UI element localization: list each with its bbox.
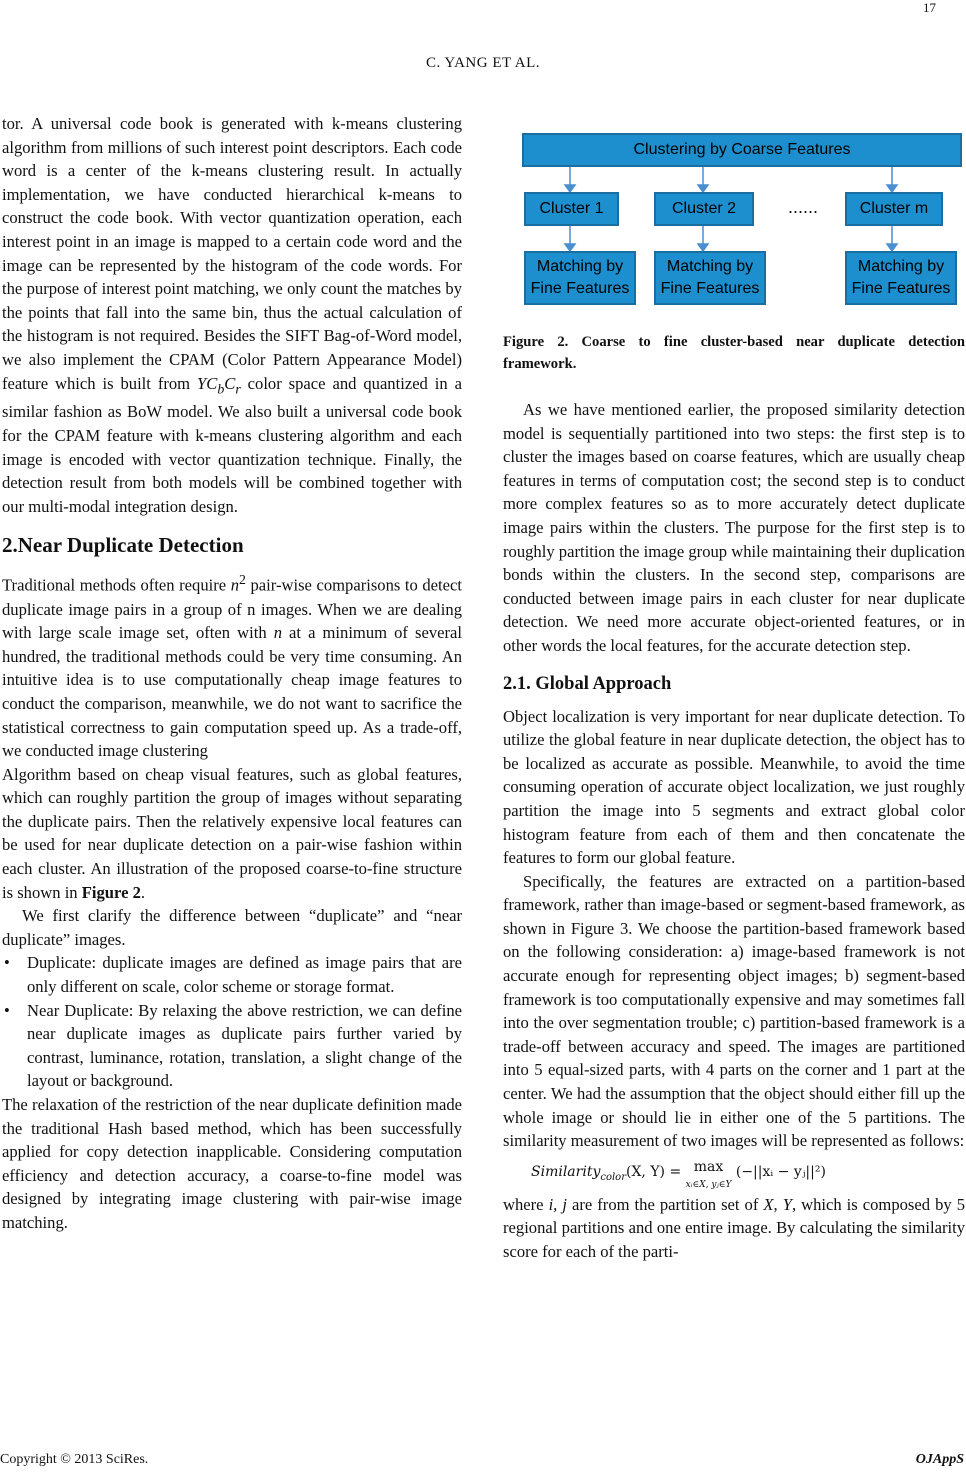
figure-caption: Figure 2. Coarse to fine cluster-based near duplicate detection framework.: [503, 334, 965, 372]
list-item: • Near Duplicate: By relaxing the above restriction, we can define near duplicate images as duplicate pairs further varied by contrast, luminance, rotation, translation, a slight change of the layout or background.: [4, 1000, 462, 1091]
ellipsis: ......: [788, 197, 819, 217]
paragraph: Object localization is very important for near duplicate detection. To utilize the global feature in near duplicate detection, the object has to be localized as accurate as possible. Meanwhile, to avoid the time consuming operation of accurate object localization, we just roughly partition the image into 5 segments and extract global color histogram feature from each of them and then concatenate the features to form our global feature.: [503, 706, 965, 868]
list-item: • Duplicate: duplicate images are defined as image pairs that are only different on scale, color scheme or storage format.: [4, 953, 462, 997]
cluster-m-box: Cluster m: [845, 192, 943, 226]
figure-reference: Figure 2: [81, 882, 141, 902]
paragraph: As we have mentioned earlier, the proposed similarity detection model is sequentially partitioned into two steps: the first step is to cluster the images based on coarse features, which are usually cheap features in terms of computation cost; the second step is to conduct more complex features so as to more accurately detect duplicate image pairs within the clusters. The purpose for the first step is to roughly partition the image group while maintaining their duplication bonds within the clusters. In the second step, comparisons are conducted between image pairs in each cluster for near duplicate detection. We need more accurate object-oriented features, or in other words the local features, for the accurate detection step.: [503, 400, 965, 655]
similarity-equation: Similarity$_{color}$(X, Y) = max xᵢ∈X, yⱼ∈Y (−||xᵢ − yⱼ||²): [531, 1158, 826, 1190]
right-column: [503, 398, 965, 1264]
bullet-icon: •: [4, 1000, 10, 1020]
section-heading: 2.Near Duplicate Detection: [2, 533, 244, 558]
paragraph: We first clarify the difference between “duplicate” and “near duplicate” images.: [2, 906, 462, 949]
coarse-clustering-box: Clustering by Coarse Features: [522, 133, 962, 167]
paragraph: tor. A universal code book is generated with k-means clustering algorithm from millions of such interest point descriptors. Each code word is a center of the k-means clustering result. In actually implementation, we have conducted hierarchical k-means to construct the code book. With vector quantization operation, each interest point in an image is mapped to a certain code word and the image can be represented by the histogram of the code words. For the purpose of interest point matching, we only count the matches by the points that fall into the same bin, thus the actual calculation of the histogram is not required. Besides the SIFT Bag-of-Word model, we also implement the CPAM (Color Pattern Appearance Model) feature which is built from $YC_bC_r$ color space and quantized in a similar fashion as BoW model. We also built a universal code book for the CPAM feature with k-means clustering algorithm and each image is encoded with vector quantization technique. Finally, the detection result from both models will be combined together with our multi-modal integration design.: [2, 114, 462, 516]
paragraph: The relaxation of the restriction of the near duplicate definition made the traditional Hash based method, which has been successfully applied for copy detection inapplicable. Considering computation efficiency and detection accuracy, a coarse-to-fine model was designed by integrating image clustering with pair-wise image matching.: [2, 1095, 462, 1232]
bullet-list: [2, 951, 462, 1093]
paragraph: Algorithm based on cheap visual features, such as global features, which can roughly partition the group of images without separating the duplicate pairs. Then the relatively expensive local features can be used for near duplicate detection on a pair-wise fashion within each cluster. An illustration of the proposed coarse-to-fine structure is shown in Figure 2.: [2, 764, 462, 902]
figure-2-diagram: [520, 125, 960, 315]
paragraph: Traditional methods often require $n^2$ pair-wise comparisons to detect duplicate image pairs in a group of n images. When we are dealing with large scale image set, often with n at a minimum of several hundred, the traditional methods could be very time consuming. An intuitive idea is to use computationally cheap image features to conduct the comparison, meanwhile, we do not want to sacrifice the statistical correctness to gain computation speed up. As a trade-off, we conducted image clustering: [2, 572, 462, 761]
cluster-1-box: Cluster 1: [524, 192, 619, 226]
subsection-heading: 2.1. Global Approach: [503, 673, 672, 694]
paragraph: where i, j are from the partition set of X, Y, which is composed by 5 regional partitions and one entire image. By calculating the similarity score for each of the parti-: [503, 1194, 965, 1261]
paragraph: Specifically, the features are extracted on a partition-based framework, rather than image-based or segment-based framework, as shown in Figure 3. We choose the partition-based framework based on the following consideration: a) image-based framework is not accurate enough for representing object images; b) segment-based framework is too computationally expensive and may sometimes fall into the over segmentation trouble; c) partition-based framework is a trade-off between accuracy and speed. The images are partitioned into 5 equal-sized parts, with 4 parts on the corner and 1 part at the center. We had the assumption that the object should either fill up the whole image or should lie in either one of the 5 partitions. The similarity measurement of two images will be represented as follows:: [503, 871, 965, 1151]
running-head: C. YANG ET AL.: [425, 55, 541, 71]
left-column: [2, 112, 462, 1235]
matching-box-2: Matching by Fine Features: [654, 251, 766, 305]
copyright: Copyright © 2013 SciRes.: [0, 1452, 149, 1467]
cluster-2-box: Cluster 2: [654, 192, 754, 226]
matching-box-1: Matching by Fine Features: [524, 251, 636, 305]
journal-name: OJAppS: [915, 1452, 964, 1467]
matching-box-m: Matching by Fine Features: [845, 251, 957, 305]
bullet-icon: •: [4, 953, 10, 973]
page-number: 17: [923, 0, 936, 15]
